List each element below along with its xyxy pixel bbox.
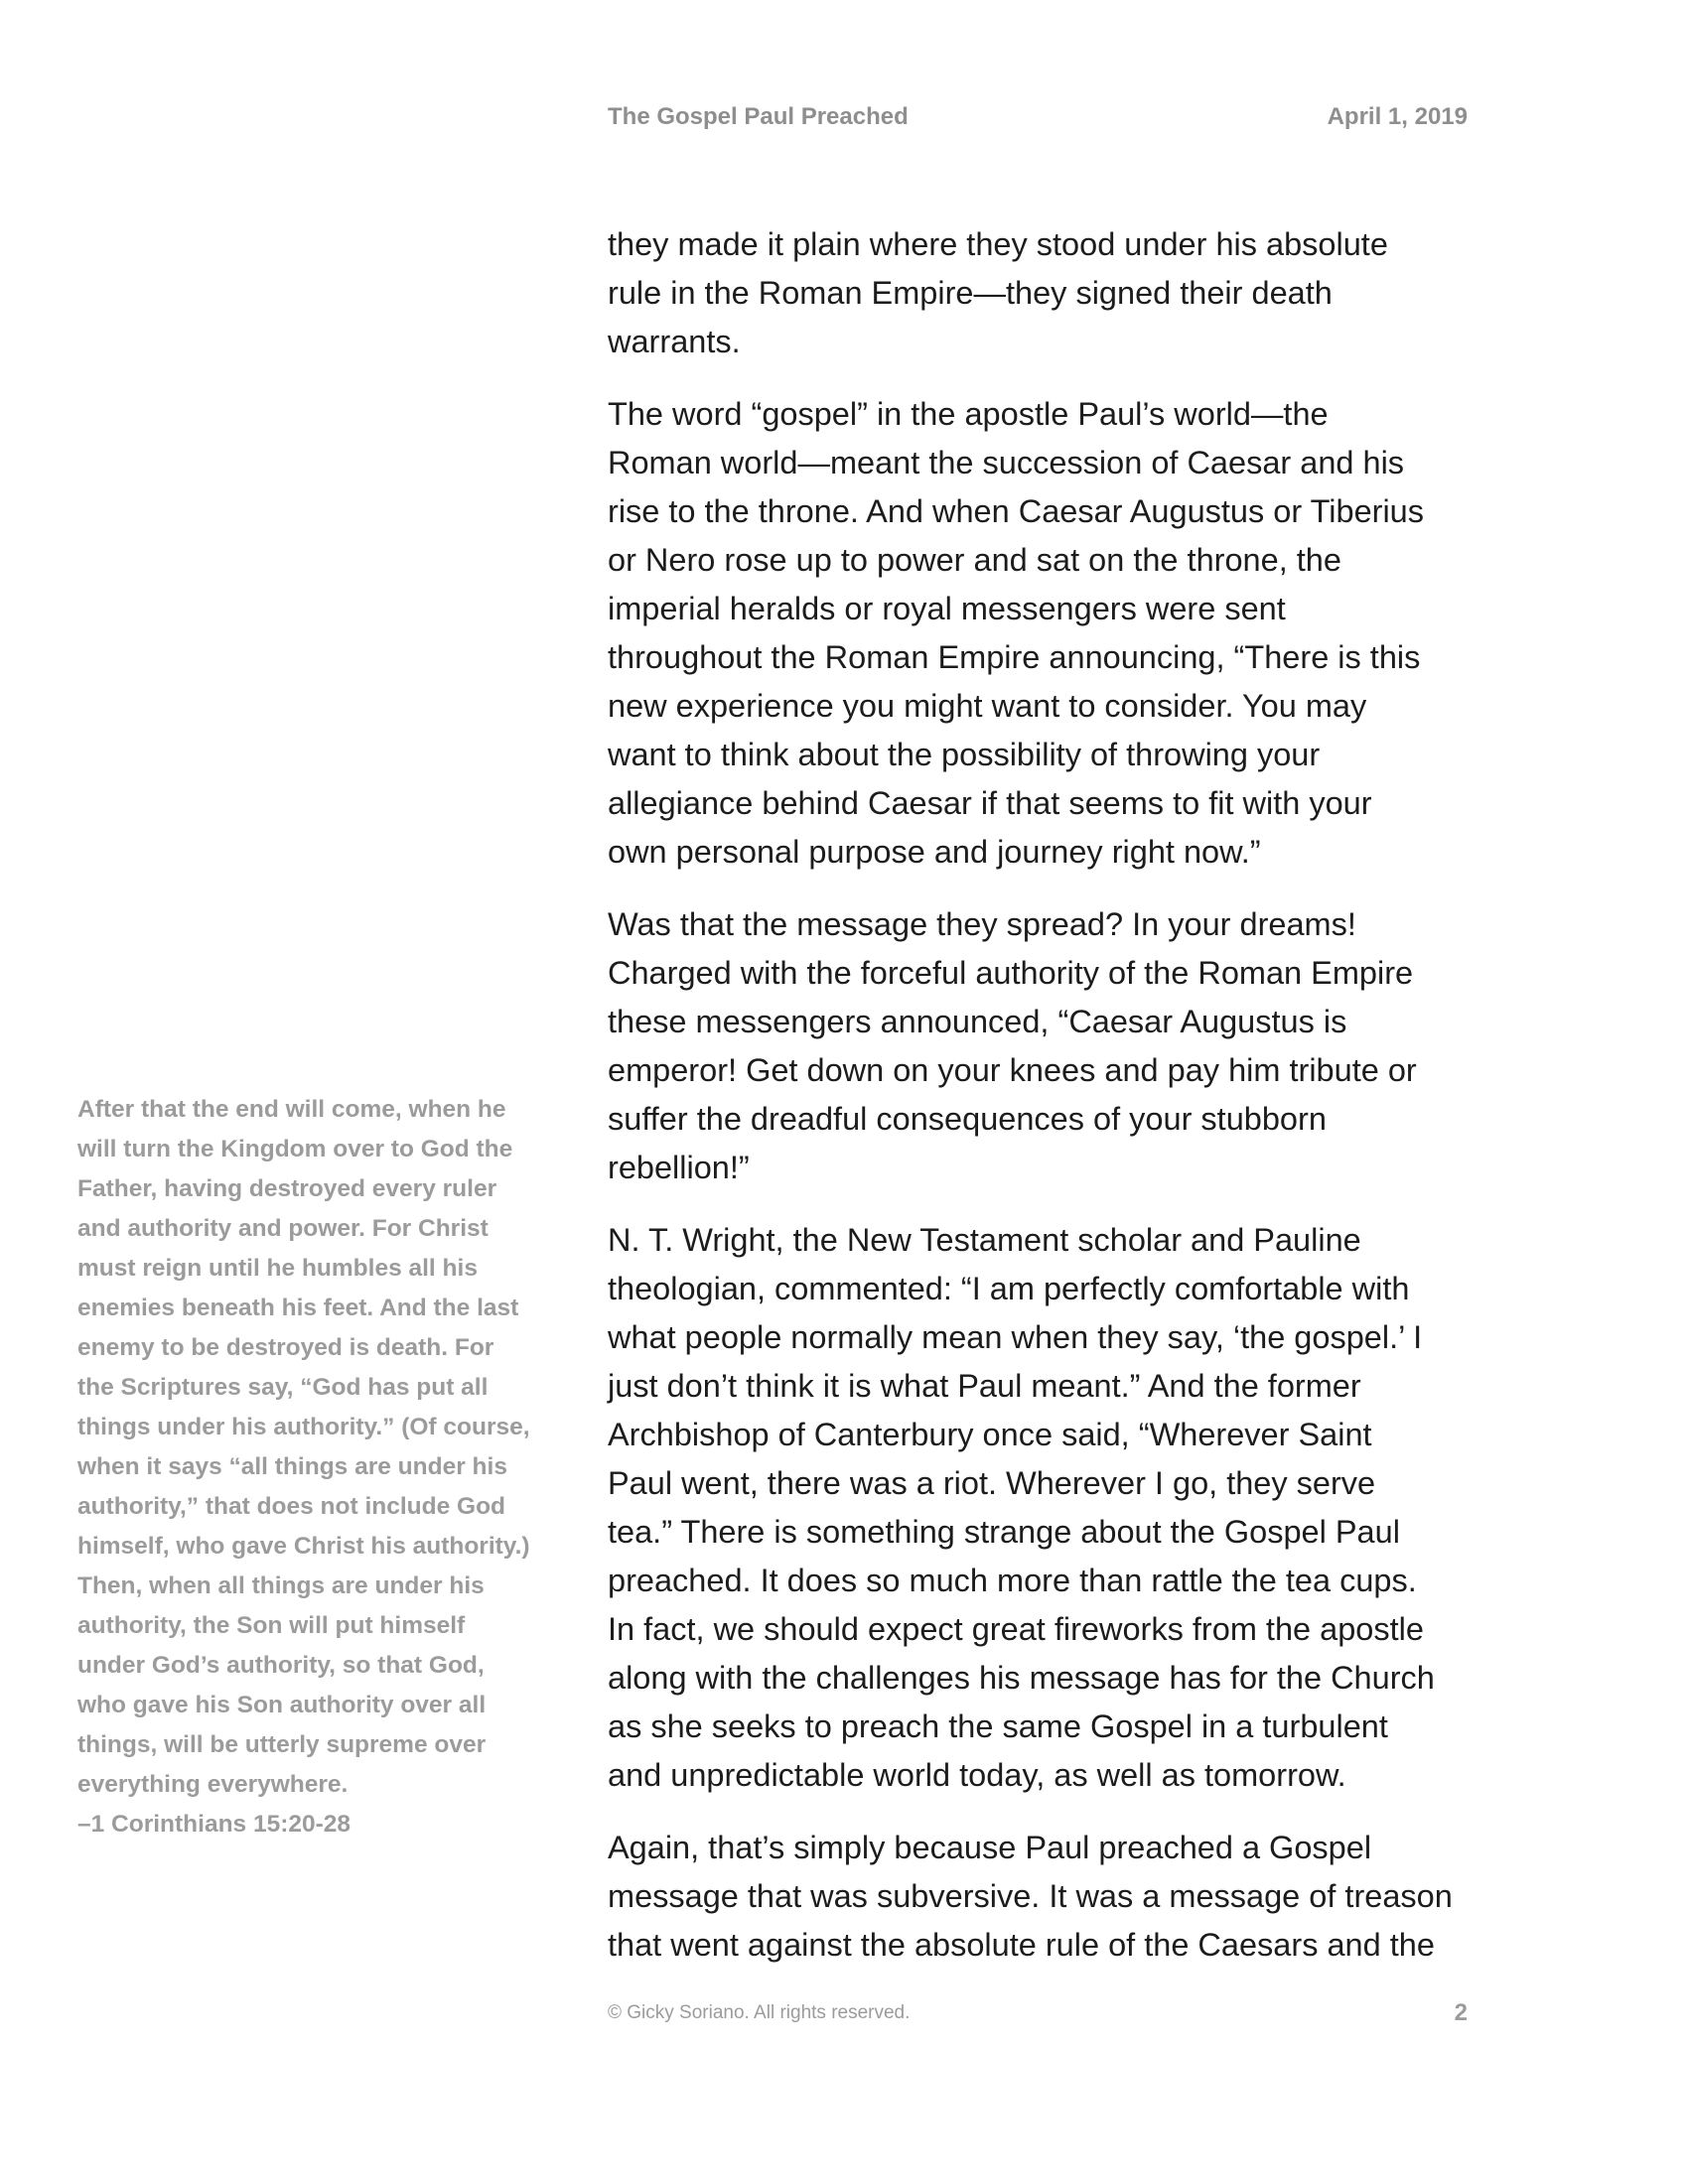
text-line: new experience you might want to consider. You may bbox=[608, 688, 1367, 724]
quote-line: everything everywhere. bbox=[77, 1771, 349, 1798]
text-line: want to think about the possibility of throwing your bbox=[608, 737, 1321, 772]
text-line: warrants. bbox=[608, 324, 741, 359]
quote-line: authority,” that does not include God bbox=[77, 1493, 506, 1520]
text-line: The word “gospel” in the apostle Paul’s world—the bbox=[608, 396, 1329, 432]
quote-line: the Scriptures say, “God has put all bbox=[77, 1374, 489, 1401]
page-header bbox=[608, 101, 1468, 133]
text-line: theologian, commented: “I am perfectly comfortable with bbox=[608, 1271, 1410, 1306]
quote-line: After that the end will come, when he bbox=[77, 1096, 506, 1123]
text-line: Roman world—meant the succession of Caesar and his bbox=[608, 445, 1405, 480]
quote-line: Father, having destroyed every ruler bbox=[77, 1175, 497, 1202]
text-line: they made it plain where they stood under his absolute bbox=[608, 226, 1388, 262]
text-line: Paul went, there was a riot. Wherever I go, they serve bbox=[608, 1465, 1376, 1501]
text-line: Archbishop of Canterbury once said, “Wherever Saint bbox=[608, 1417, 1372, 1452]
document-title: The Gospel Paul Preached bbox=[608, 103, 909, 130]
paragraph bbox=[608, 1824, 1481, 1970]
text-line: along with the challenges his message has for the Church bbox=[608, 1660, 1435, 1696]
text-line: tea.” There is something strange about the Gospel Paul bbox=[608, 1514, 1400, 1550]
text-line: these messengers announced, “Caesar Augustus is bbox=[608, 1004, 1347, 1039]
quote-line: himself, who gave Christ his authority.) bbox=[77, 1533, 530, 1560]
text-line: own personal purpose and journey right now.” bbox=[608, 834, 1261, 870]
quote-line: must reign until he humbles all his bbox=[77, 1255, 478, 1282]
text-line: preached. It does so much more than rattle the tea cups. bbox=[608, 1563, 1417, 1598]
text-line: Was that the message they spread? In your dreams! bbox=[608, 906, 1356, 942]
text-line: as she seeks to preach the same Gospel in a turbulent bbox=[608, 1708, 1388, 1744]
text-line: throughout the Roman Empire announcing, “There is this bbox=[608, 639, 1421, 675]
text-line: just don’t think it is what Paul meant.” And the former bbox=[608, 1368, 1361, 1404]
text-line: imperial heralds or royal messengers were sent bbox=[608, 591, 1286, 626]
text-line: allegiance behind Caesar if that seems to fit with your bbox=[608, 785, 1372, 821]
copyright-notice: © Gicky Soriano. All rights reserved. bbox=[608, 2002, 911, 2023]
paragraph bbox=[608, 1216, 1481, 1800]
text-line: N. T. Wright, the New Testament scholar and Pauline bbox=[608, 1222, 1361, 1258]
quote-citation: –1 Corinthians 15:20-28 bbox=[77, 1811, 352, 1838]
text-line: rule in the Roman Empire—they signed their death bbox=[608, 275, 1333, 311]
quote-line: enemies beneath his feet. And the last bbox=[77, 1295, 519, 1321]
quote-line: when it says “all things are under his bbox=[77, 1453, 507, 1480]
page-footer bbox=[608, 1999, 1468, 2027]
quote-line: and authority and power. For Christ bbox=[77, 1215, 489, 1242]
text-line: suffer the dreadful consequences of your stubborn bbox=[608, 1101, 1327, 1137]
paragraph bbox=[608, 220, 1481, 366]
text-line: rise to the throne. And when Caesar Augustus or Tiberius bbox=[608, 493, 1425, 529]
quote-line: who gave his Son authority over all bbox=[77, 1692, 487, 1718]
text-line: emperor! Get down on your knees and pay him tribute or bbox=[608, 1052, 1417, 1088]
text-line: what people normally mean when they say, ‘the gospel.’ I bbox=[608, 1319, 1423, 1355]
text-line: Again, that’s simply because Paul preached a Gospel bbox=[608, 1830, 1372, 1865]
quote-line: Then, when all things are under his bbox=[77, 1572, 485, 1599]
quote-line: things, will be utterly supreme over bbox=[77, 1731, 487, 1758]
main-body-text bbox=[608, 220, 1481, 1993]
text-line: In fact, we should expect great fireworks from the apostle bbox=[608, 1611, 1424, 1647]
text-line: Charged with the forceful authority of the Roman Empire bbox=[608, 955, 1414, 991]
quote-line: authority, the Son will put himself bbox=[77, 1612, 466, 1639]
paragraph bbox=[608, 900, 1481, 1192]
text-line: message that was subversive. It was a message of treason bbox=[608, 1878, 1453, 1914]
page-number: 2 bbox=[1454, 1999, 1468, 2026]
quote-line: will turn the Kingdom over to God the bbox=[77, 1136, 513, 1162]
quote-line: things under his authority.” (Of course, bbox=[77, 1414, 530, 1440]
text-line: and unpredictable world today, as well as tomorrow. bbox=[608, 1757, 1346, 1793]
sidebar-scripture-quote bbox=[77, 1090, 534, 1844]
quote-line: enemy to be destroyed is death. For bbox=[77, 1334, 494, 1361]
text-line: or Nero rose up to power and sat on the throne, the bbox=[608, 542, 1341, 578]
paragraph bbox=[608, 390, 1481, 877]
document-date: April 1, 2019 bbox=[1327, 103, 1468, 130]
text-line: that went against the absolute rule of the Caesars and the bbox=[608, 1927, 1435, 1963]
quote-line: under God’s authority, so that God, bbox=[77, 1652, 485, 1679]
text-line: rebellion!” bbox=[608, 1150, 750, 1185]
